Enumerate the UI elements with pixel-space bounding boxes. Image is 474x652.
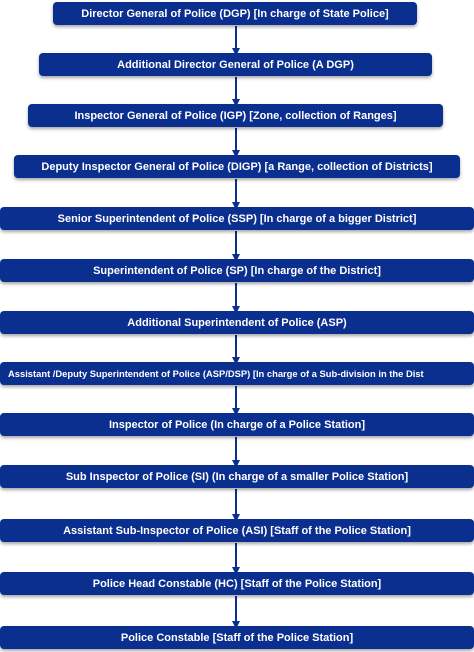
rank-label-dsp: Assistant /Deputy Superintendent of Police (ASP/DSP) [In charge of a Sub-division in the Dist: [8, 368, 424, 379]
rank-box-adgp: [39, 53, 432, 76]
rank-box-constable: [0, 626, 474, 649]
rank-label-inspector: Inspector of Police (In charge of a Police Station]: [108, 418, 366, 431]
rank-label-sp: Superintendent of Police (SP) [In charge of the District]: [93, 264, 381, 277]
rank-label-adgp: Additional Director General of Police (A DGP): [117, 58, 354, 71]
rank-box-inspector: [0, 413, 474, 436]
rank-label-constable: Police Constable [Staff of the Police Station]: [120, 631, 354, 644]
rank-box-digp: [14, 155, 460, 178]
rank-label-igp: Inspector General of Police (IGP) [Zone, collection of Ranges]: [74, 109, 397, 122]
rank-box-dsp: [0, 362, 474, 385]
rank-box-si: [0, 465, 474, 488]
rank-box-igp: [28, 104, 443, 127]
rank-label-hc: Police Head Constable (HC) [Staff of the Police Station]: [92, 577, 382, 590]
rank-box-ssp: [0, 207, 474, 230]
rank-label-asi: Assistant Sub-Inspector of Police (ASI) [Staff of the Police Station]: [63, 524, 411, 537]
rank-box-asp: [0, 311, 474, 334]
rank-label-dgp: Director General of Police (DGP) [In charge of State Police]: [81, 7, 389, 20]
rank-box-dgp: [53, 2, 417, 25]
rank-box-hc: [0, 572, 474, 595]
rank-label-digp: Deputy Inspector General of Police (DIGP) [a Range, collection of Districts]: [41, 160, 433, 173]
rank-box-sp: [0, 259, 474, 282]
rank-label-asp: Additional Superintendent of Police (ASP): [127, 316, 347, 329]
rank-box-asi: [0, 519, 474, 542]
rank-label-ssp: Senior Superintendent of Police (SSP) [In charge of a bigger District]: [57, 212, 417, 225]
rank-label-si: Sub Inspector of Police (SI) (In charge of a smaller Police Station]: [65, 470, 409, 483]
